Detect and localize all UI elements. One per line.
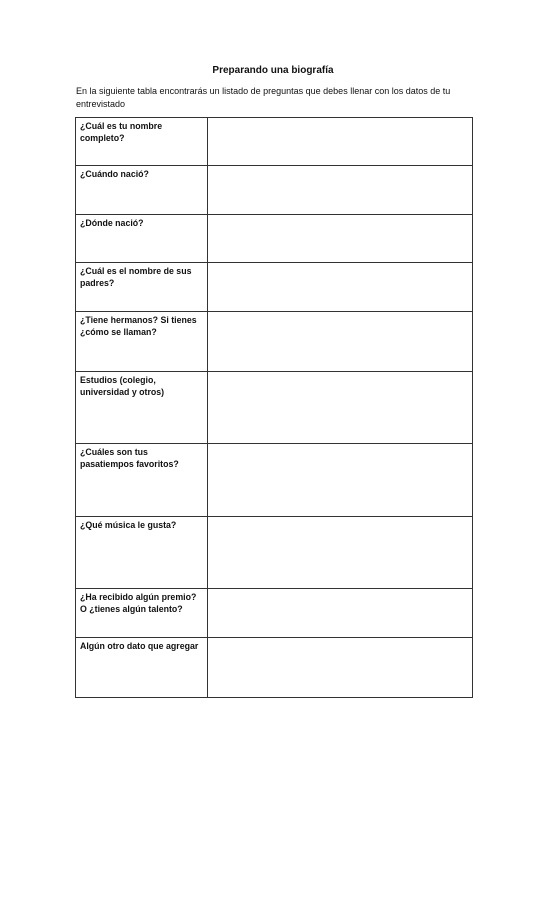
answer-cell[interactable] xyxy=(208,118,473,166)
table-row xyxy=(76,215,473,263)
answer-cell[interactable] xyxy=(208,638,473,698)
table-row xyxy=(76,517,473,589)
question-label: ¿Qué música le gusta? xyxy=(80,520,177,530)
biography-question-table xyxy=(75,117,473,698)
question-cell xyxy=(76,638,208,698)
answer-cell[interactable] xyxy=(208,312,473,372)
table-row xyxy=(76,118,473,166)
table-row xyxy=(76,166,473,215)
answer-cell[interactable] xyxy=(208,166,473,215)
question-cell xyxy=(76,118,208,166)
intro-text: En la siguiente tabla encontrarás un listado de preguntas que debes llenar con los datos de tu entrevistado xyxy=(76,86,451,109)
page-title: Preparando una biografía xyxy=(212,65,334,76)
question-label: ¿Ha recibido algún premio? O ¿tienes algún talento? xyxy=(80,592,197,614)
question-label: Estudios (colegio, universidad y otros) xyxy=(80,375,165,397)
answer-cell[interactable] xyxy=(208,215,473,263)
answer-cell[interactable] xyxy=(208,263,473,312)
table-row xyxy=(76,263,473,312)
question-cell xyxy=(76,263,208,312)
question-cell xyxy=(76,312,208,372)
question-label: ¿Tiene hermanos? Si tienes ¿cómo se llaman? xyxy=(80,315,197,337)
answer-cell[interactable] xyxy=(208,444,473,517)
table-row xyxy=(76,312,473,372)
question-label: ¿Cuándo nació? xyxy=(80,169,149,179)
question-label: ¿Cuál es el nombre de sus padres? xyxy=(80,266,192,288)
question-label: ¿Cuál es tu nombre completo? xyxy=(80,121,163,143)
table-row xyxy=(76,444,473,517)
question-label: Algún otro dato que agregar xyxy=(80,641,199,651)
question-cell xyxy=(76,444,208,517)
table-row xyxy=(76,638,473,698)
question-cell xyxy=(76,372,208,444)
answer-cell[interactable] xyxy=(208,517,473,589)
question-cell xyxy=(76,166,208,215)
question-label: ¿Dónde nació? xyxy=(80,218,144,228)
question-label: ¿Cuáles son tus pasatiempos favoritos? xyxy=(80,447,179,469)
question-cell xyxy=(76,517,208,589)
question-cell xyxy=(76,589,208,638)
question-cell xyxy=(76,215,208,263)
answer-cell[interactable] xyxy=(208,372,473,444)
answer-cell[interactable] xyxy=(208,589,473,638)
table-row xyxy=(76,372,473,444)
table-row xyxy=(76,589,473,638)
